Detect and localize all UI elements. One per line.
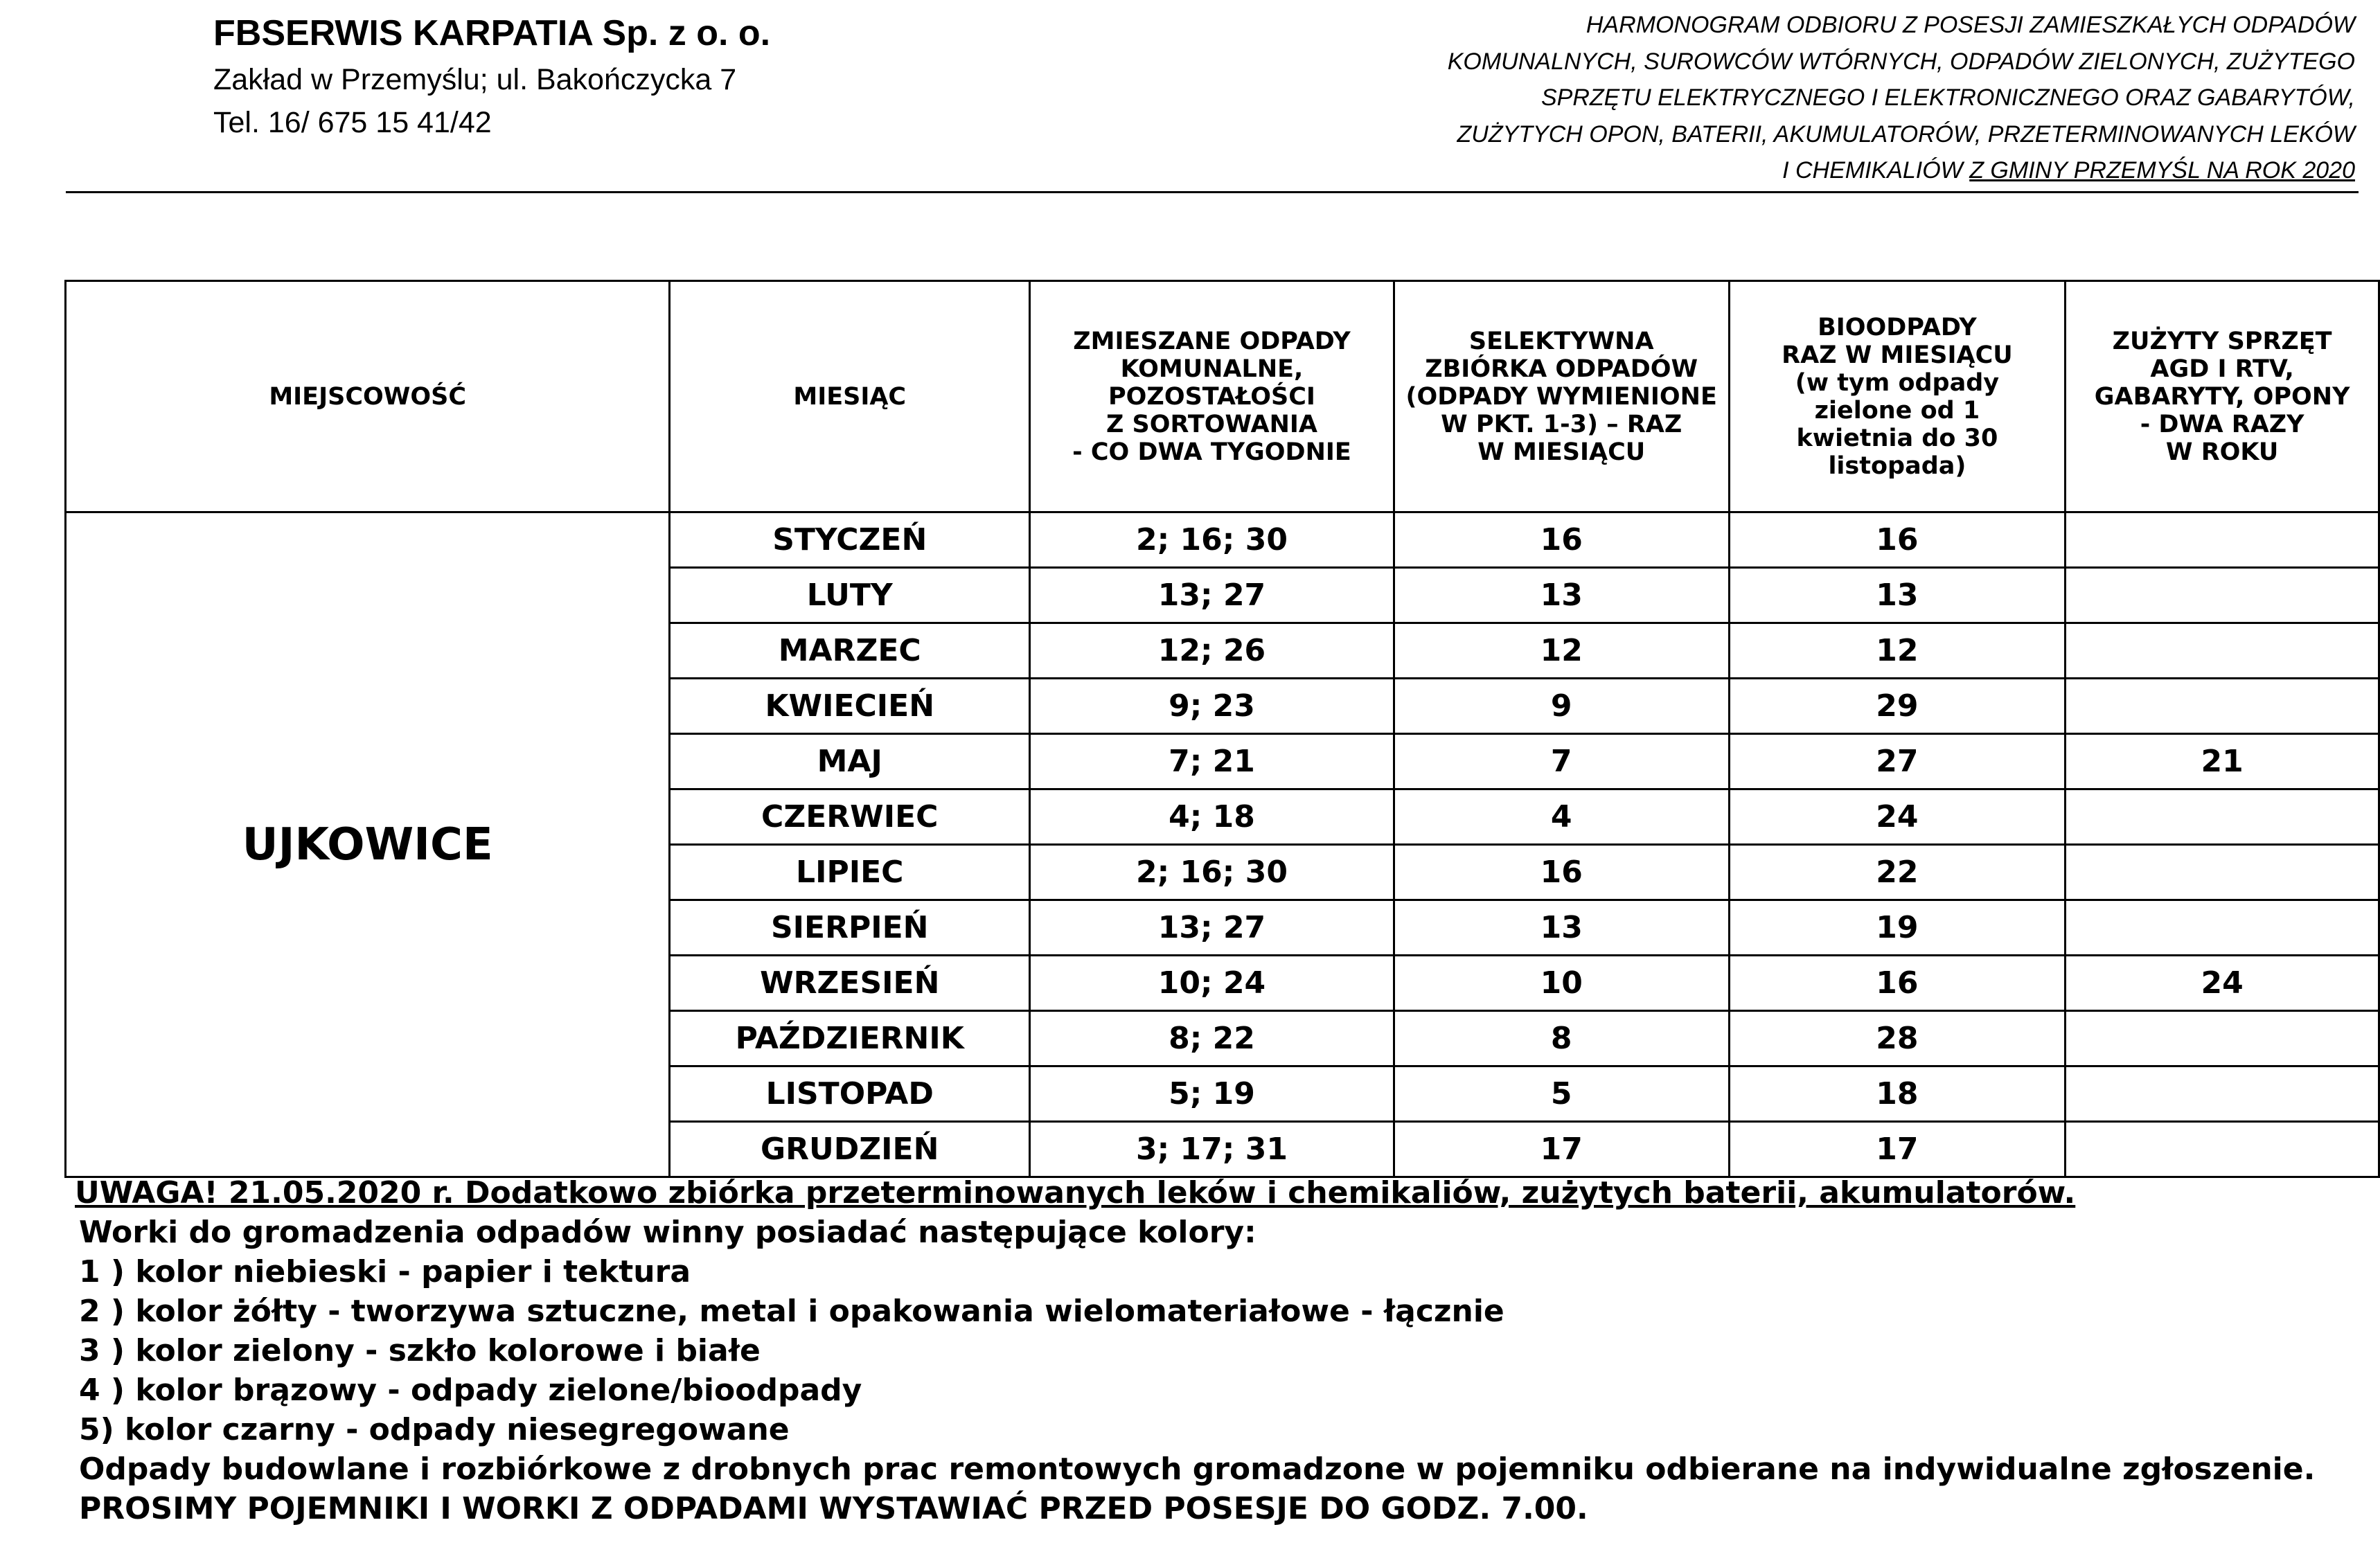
bio-cell: 17 — [1729, 1122, 2066, 1177]
mixed-cell: 2; 16; 30 — [1030, 845, 1394, 900]
header-bio-text: BIOODPADY RAZ W MIESIĄCU (w tym odpady zielone od 1 kwietnia do 30 listopada) — [1782, 313, 2013, 480]
selective-cell: 16 — [1394, 845, 1729, 900]
warning-note: UWAGA! 21.05.2020 r. Dodatkowo zbiórka przeterminowanych leków i chemikaliów, zużytych baterii, akumulatorów. — [75, 1175, 2076, 1211]
table-header-row — [66, 281, 2379, 512]
header-place: MIEJSCOWOŚĆ — [66, 281, 670, 512]
bio-cell: 13 — [1729, 568, 2066, 623]
color-item-4: 4 ) kolor brązowy - odpady zielone/bioodpady — [79, 1373, 862, 1408]
header-mixed-text: ZMIESZANE ODPADY KOMUNALNE, POZOSTAŁOŚCI Z SORTOWANIA - CO DWA TYGODNIE — [1072, 327, 1351, 466]
header-selective — [1394, 281, 1729, 512]
mixed-cell: 13; 27 — [1030, 568, 1394, 623]
mixed-cell: 2; 16; 30 — [1030, 512, 1394, 568]
bulky-cell: 21 — [2066, 734, 2379, 789]
mixed-cell: 8; 22 — [1030, 1011, 1394, 1066]
selective-cell: 8 — [1394, 1011, 1729, 1066]
header-divider — [66, 191, 2359, 193]
schedule-table — [64, 280, 2380, 1178]
bio-cell: 28 — [1729, 1011, 2066, 1066]
selective-cell: 12 — [1394, 623, 1729, 679]
header-month: MIESIĄC — [670, 281, 1030, 512]
bio-cell: 29 — [1729, 679, 2066, 734]
header-bulky — [2066, 281, 2379, 512]
bio-cell: 18 — [1729, 1066, 2066, 1122]
title-line-2: KOMUNALNYCH, SUROWCÓW WTÓRNYCH, ODPADÓW ZIELONYCH, ZUŻYTEGO — [1447, 48, 2355, 75]
title-line-3: SPRZĘTU ELEKTRYCZNEGO I ELEKTRONICZNEGO ORAZ GABARYTÓW, — [1540, 84, 2355, 111]
mixed-cell: 7; 21 — [1030, 734, 1394, 789]
header-bio — [1729, 281, 2066, 512]
company-address: Zakład w Przemyślu; ul. Bakończycka 7 — [213, 63, 737, 96]
table-body — [66, 512, 2379, 1177]
month-cell: LUTY — [670, 568, 1030, 623]
month-cell: KWIECIEŃ — [670, 679, 1030, 734]
mixed-cell: 12; 26 — [1030, 623, 1394, 679]
month-cell: GRUDZIEŃ — [670, 1122, 1030, 1177]
header-mixed — [1030, 281, 1394, 512]
bags-intro: Worki do gromadzenia odpadów winny posiadać następujące kolory: — [79, 1215, 1256, 1250]
bio-cell: 16 — [1729, 512, 2066, 568]
bulky-cell — [2066, 568, 2379, 623]
title-line-5-prefix: I CHEMIKALIÓW — [1782, 157, 1970, 184]
month-cell: MARZEC — [670, 623, 1030, 679]
selective-cell: 9 — [1394, 679, 1729, 734]
bulky-cell — [2066, 1011, 2379, 1066]
color-item-3: 3 ) kolor zielony - szkło kolorowe i białe — [79, 1333, 761, 1368]
company-block — [213, 8, 770, 144]
construction-note: Odpady budowlane i rozbiórkowe z drobnych prac remontowych gromadzone w pojemniku odbierane na indywidualne zgłoszenie. — [79, 1452, 2316, 1487]
color-item-5: 5) kolor czarny - odpady niesegregowane — [79, 1412, 790, 1447]
bulky-cell: 24 — [2066, 956, 2379, 1011]
bio-cell: 22 — [1729, 845, 2066, 900]
month-cell: PAŹDZIERNIK — [670, 1011, 1030, 1066]
month-cell: SIERPIEŃ — [670, 900, 1030, 956]
mixed-cell: 3; 17; 31 — [1030, 1122, 1394, 1177]
header-bulky-text: ZUŻYTY SPRZĘT AGD I RTV, GABARYTY, OPONY - DWA RAZY W ROKU — [2094, 327, 2350, 466]
selective-cell: 16 — [1394, 512, 1729, 568]
month-cell: WRZESIEŃ — [670, 956, 1030, 1011]
bulky-cell — [2066, 623, 2379, 679]
title-line-1: HARMONOGRAM ODBIORU Z POSESJI ZAMIESZKAŁYCH ODPADÓW — [1586, 12, 2355, 38]
title-line-5-underlined: Z GMINY PRZEMYŚL NA ROK 2020 — [1969, 157, 2355, 184]
selective-cell: 13 — [1394, 568, 1729, 623]
month-cell: CZERWIEC — [670, 789, 1030, 845]
mixed-cell: 4; 18 — [1030, 789, 1394, 845]
title-line-4: ZUŻYTYCH OPON, BATERII, AKUMULATORÓW, PRZETERMINOWANYCH LEKÓW — [1457, 120, 2355, 148]
bulky-cell — [2066, 512, 2379, 568]
bio-cell: 24 — [1729, 789, 2066, 845]
month-cell: LIPIEC — [670, 845, 1030, 900]
color-item-1: 1 ) kolor niebieski - papier i tektura — [79, 1254, 691, 1289]
bulky-cell — [2066, 845, 2379, 900]
bio-cell: 16 — [1729, 956, 2066, 1011]
month-cell: LISTOPAD — [670, 1066, 1030, 1122]
final-note: PROSIMY POJEMNIKI I WORKI Z ODPADAMI WYSTAWIAĆ PRZED POSESJE DO GODZ. 7.00. — [79, 1491, 1588, 1526]
header-selective-text: SELEKTYWNA ZBIÓRKA ODPADÓW (ODPADY WYMIENIONE W PKT. 1-3) – RAZ W MIESIĄCU — [1405, 327, 1717, 466]
bulky-cell — [2066, 1066, 2379, 1122]
mixed-cell: 5; 19 — [1030, 1066, 1394, 1122]
selective-cell: 17 — [1394, 1122, 1729, 1177]
bulky-cell — [2066, 789, 2379, 845]
bulky-cell — [2066, 679, 2379, 734]
selective-cell: 13 — [1394, 900, 1729, 956]
selective-cell: 7 — [1394, 734, 1729, 789]
selective-cell: 10 — [1394, 956, 1729, 1011]
schedule-title — [1178, 7, 2355, 189]
mixed-cell: 13; 27 — [1030, 900, 1394, 956]
bio-cell: 19 — [1729, 900, 2066, 956]
month-cell: MAJ — [670, 734, 1030, 789]
bulky-cell — [2066, 900, 2379, 956]
selective-cell: 4 — [1394, 789, 1729, 845]
mixed-cell: 10; 24 — [1030, 956, 1394, 1011]
bio-cell: 27 — [1729, 734, 2066, 789]
mixed-cell: 9; 23 — [1030, 679, 1394, 734]
company-phone: Tel. 16/ 675 15 41/42 — [213, 106, 492, 139]
notes-block — [75, 1173, 2315, 1528]
color-item-2: 2 ) kolor żółty - tworzywa sztuczne, metal i opakowania wielomateriałowe - łącznie — [79, 1294, 1504, 1329]
bio-cell: 12 — [1729, 623, 2066, 679]
selective-cell: 5 — [1394, 1066, 1729, 1122]
title-line-5 — [1178, 152, 2355, 189]
place-cell: UJKOWICE — [66, 512, 670, 1177]
month-cell: STYCZEŃ — [670, 512, 1030, 568]
bulky-cell — [2066, 1122, 2379, 1177]
table-row — [66, 512, 2379, 568]
company-name: FBSERWIS KARPATIA Sp. z o. o. — [213, 13, 771, 53]
